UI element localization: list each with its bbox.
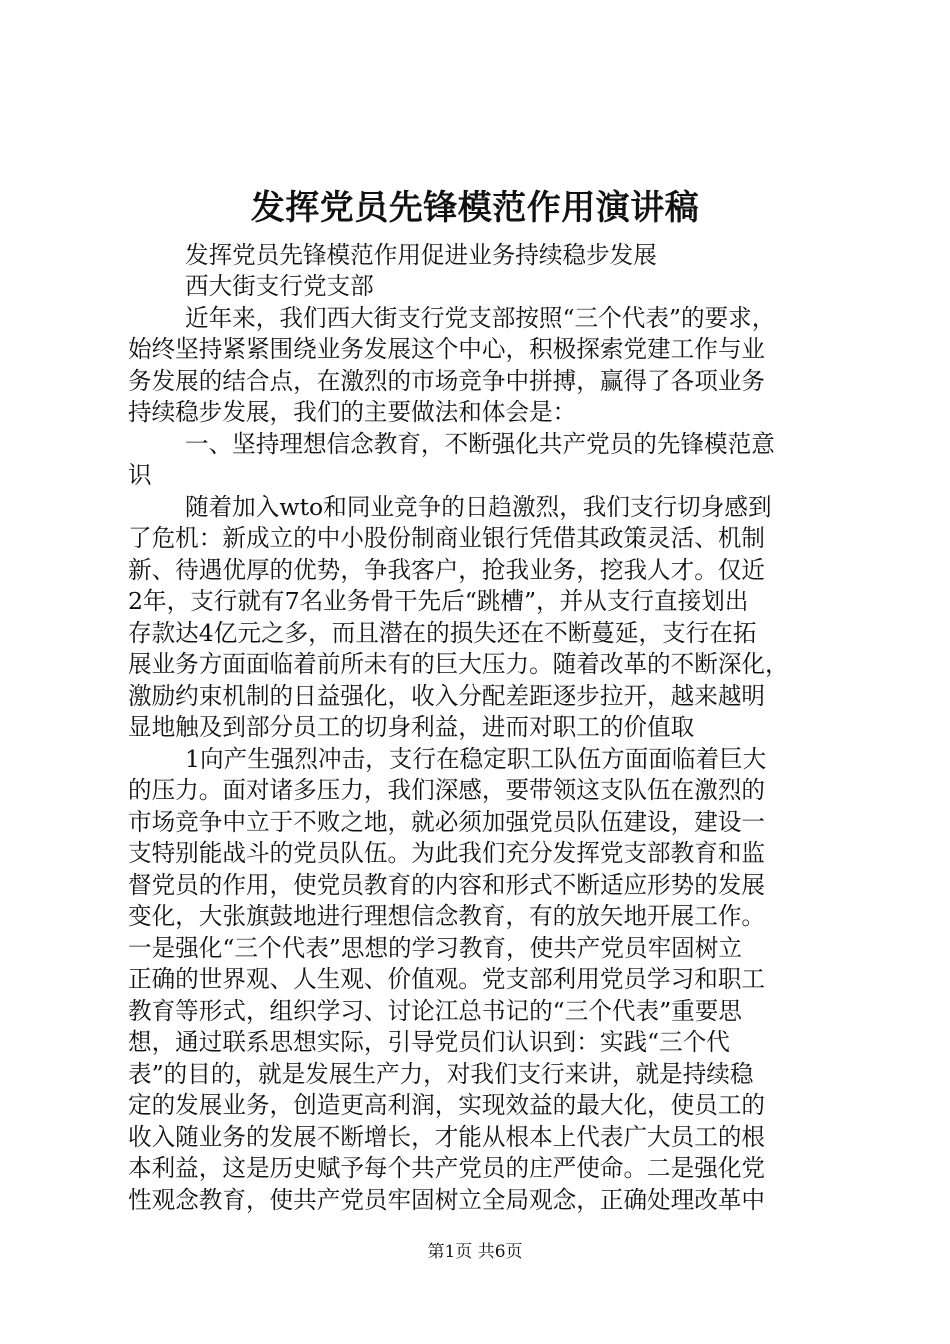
- paragraph-line: 展业务方面面临着前所未有的巨大压力。随着改革的不断深化，: [128, 650, 789, 678]
- paragraph-line: 1向产生强烈冲击，支行在稳定职工队伍方面面临着巨大: [185, 744, 767, 773]
- paragraph-line: 定的发展业务，创造更高利润，实现效益的最大化，使员工的: [128, 1091, 766, 1119]
- section-heading-line: 识: [128, 461, 152, 489]
- document-title: 发挥党员先锋模范作用演讲稿: [250, 188, 700, 228]
- paragraph-line: 随着加入wto和同业竞争的日趋激烈，我们支行切身感到: [185, 492, 772, 521]
- section-heading-line: 一、坚持理想信念教育，不断强化共产党员的先锋模范意: [185, 429, 775, 458]
- document-body: [128, 208, 828, 1216]
- paragraph-line: 支特别能战斗的党员队伍。为此我们充分发挥党支部教育和监: [128, 839, 766, 867]
- paragraph-line: 的压力。面对诸多压力，我们深感，要带领这支队伍在激烈的: [128, 776, 766, 804]
- subtitle-line: 发挥党员先锋模范作用促进业务持续稳步发展: [185, 240, 657, 269]
- paragraph-line: 始终坚持紧紧围绕业务发展这个中心，积极探索党建工作与业: [128, 335, 766, 363]
- page-footer: [0, 1240, 950, 1264]
- paragraph-line: 想，通过联系思想实际，引导党员们认识到：实践“三个代: [128, 1028, 730, 1056]
- paragraph-line: 收入随业务的发展不断增长，才能从根本上代表广大员工的根: [128, 1122, 766, 1151]
- paragraph-line: 表”的目的，就是发展生产力，对我们支行来讲，就是持续稳: [128, 1059, 754, 1088]
- paragraph-line: 市场竞争中立于不败之地，就必须加强党员队伍建设，建设一: [128, 807, 766, 836]
- paragraph-line: 性观念教育，使共产党员牢固树立全局观念，正确处理改革中: [128, 1185, 766, 1214]
- paragraph-line: 新、待遇优厚的优势，争我客户，抢我业务，挖我人才。仅近: [128, 555, 766, 584]
- paragraph-line: 变化，大张旗鼓地进行理想信念教育，有的放矢地开展工作。: [128, 902, 766, 930]
- paragraph-line: 教育等形式，组织学习、讨论江总书记的“三个代表”重要思: [128, 996, 742, 1025]
- paragraph-line: 务发展的结合点，在激烈的市场竞争中拼搏，赢得了各项业务: [128, 366, 766, 395]
- paragraph-line: 近年来，我们西大街支行党支部按照“三个代表”的要求，: [185, 303, 776, 332]
- paragraph-line: 一是强化“三个代表”思想的学习教育，使共产党员牢固树立: [128, 933, 742, 962]
- paragraph-line: 激励约束机制的日益强化，收入分配差距逐步拉开，越来越明: [128, 681, 766, 710]
- paragraph-line: 了危机：新成立的中小股份制商业银行凭借其政策灵活、机制: [128, 524, 766, 552]
- paragraph-line: 显地触及到部分员工的切身利益，进而对职工的价值取: [128, 713, 695, 741]
- author-line: 西大街支行党支部: [185, 272, 374, 300]
- paragraph-line: 存款达4亿元之多，而且潜在的损失还在不断蔓延，支行在拓: [128, 618, 757, 647]
- paragraph-line: 2年，支行就有7名业务骨干先后“跳槽”，并从支行直接划出: [128, 587, 749, 615]
- paragraph-line: 持续稳步发展，我们的主要做法和体会是：: [128, 398, 577, 426]
- page-number: 第1页 共6页: [427, 1242, 523, 1262]
- paragraph-line: 正确的世界观、人生观、价值观。党支部利用党员学习和职工: [128, 965, 766, 993]
- paragraph-line: 督党员的作用，使党员教育的内容和形式不断适应形势的发展: [128, 870, 766, 899]
- title-gap: [128, 208, 828, 240]
- paragraph-line: 本利益，这是历史赋予每个共产党员的庄严使命。二是强化党: [128, 1154, 766, 1182]
